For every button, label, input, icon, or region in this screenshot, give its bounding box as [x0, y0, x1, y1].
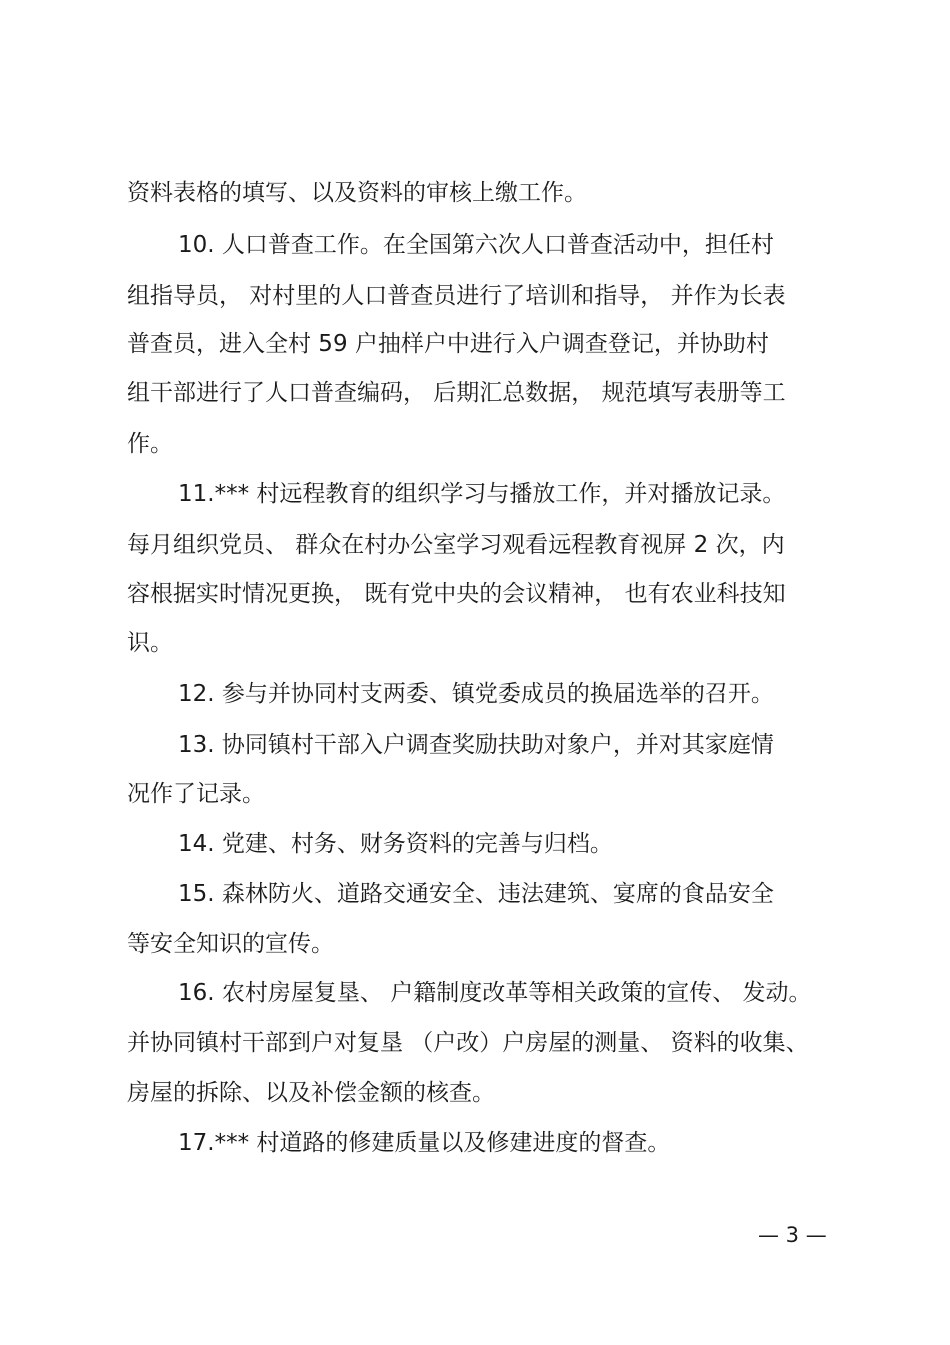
paragraph-line: 10. 人口普查工作。在全国第六次人口普查活动中，担任村: [178, 232, 774, 258]
paragraph-line: 16. 农村房屋复垦、 户籍制度改革等相关政策的宣传、 发动。: [178, 980, 812, 1006]
page-number: — 3 —: [758, 1223, 827, 1247]
paragraph-line: 14. 党建、村务、财务资料的完善与归档。: [178, 831, 613, 857]
paragraph-line: 组干部进行了人口普查编码， 后期汇总数据， 规范填写表册等工: [127, 380, 786, 406]
paragraph-line: 房屋的拆除、以及补偿金额的核查。: [127, 1080, 495, 1106]
paragraph-line: 12. 参与并协同村支两委、镇党委成员的换届选举的召开。: [178, 681, 774, 707]
paragraph-line: 作。: [127, 431, 173, 457]
paragraph-line: 15. 森林防火、道路交通安全、违法建筑、宴席的食品安全: [178, 881, 774, 907]
paragraph-line: 等安全知识的宣传。: [127, 931, 334, 957]
paragraph-line: 17.*** 村道路的修建质量以及修建进度的督查。: [178, 1130, 671, 1156]
paragraph-line: 容根据实时情况更换， 既有党中央的会议精神， 也有农业科技知: [127, 581, 786, 607]
paragraph-line: 组指导员， 对村里的人口普查员进行了培训和指导， 并作为长表: [127, 283, 786, 309]
paragraph-line: 每月组织党员、 群众在村办公室学习观看远程教育视屏 2 次，内: [127, 532, 785, 558]
paragraph-line: 普查员，进入全村 59 户抽样户中进行入户调查登记，并协助村: [127, 331, 769, 357]
paragraph-line: 识。: [127, 630, 173, 656]
paragraph-line: 13. 协同镇村干部入户调查奖励扶助对象户，并对其家庭情: [178, 732, 774, 758]
paragraph-line: 并协同镇村干部到户对复垦 （户改）户房屋的测量、 资料的收集、: [127, 1030, 809, 1056]
paragraph-line: 11.*** 村远程教育的组织学习与播放工作，并对播放记录。: [178, 481, 786, 507]
paragraph-line: 况作了记录。: [127, 781, 265, 807]
paragraph-line: 资料表格的填写、以及资料的审核上缴工作。: [127, 180, 587, 206]
